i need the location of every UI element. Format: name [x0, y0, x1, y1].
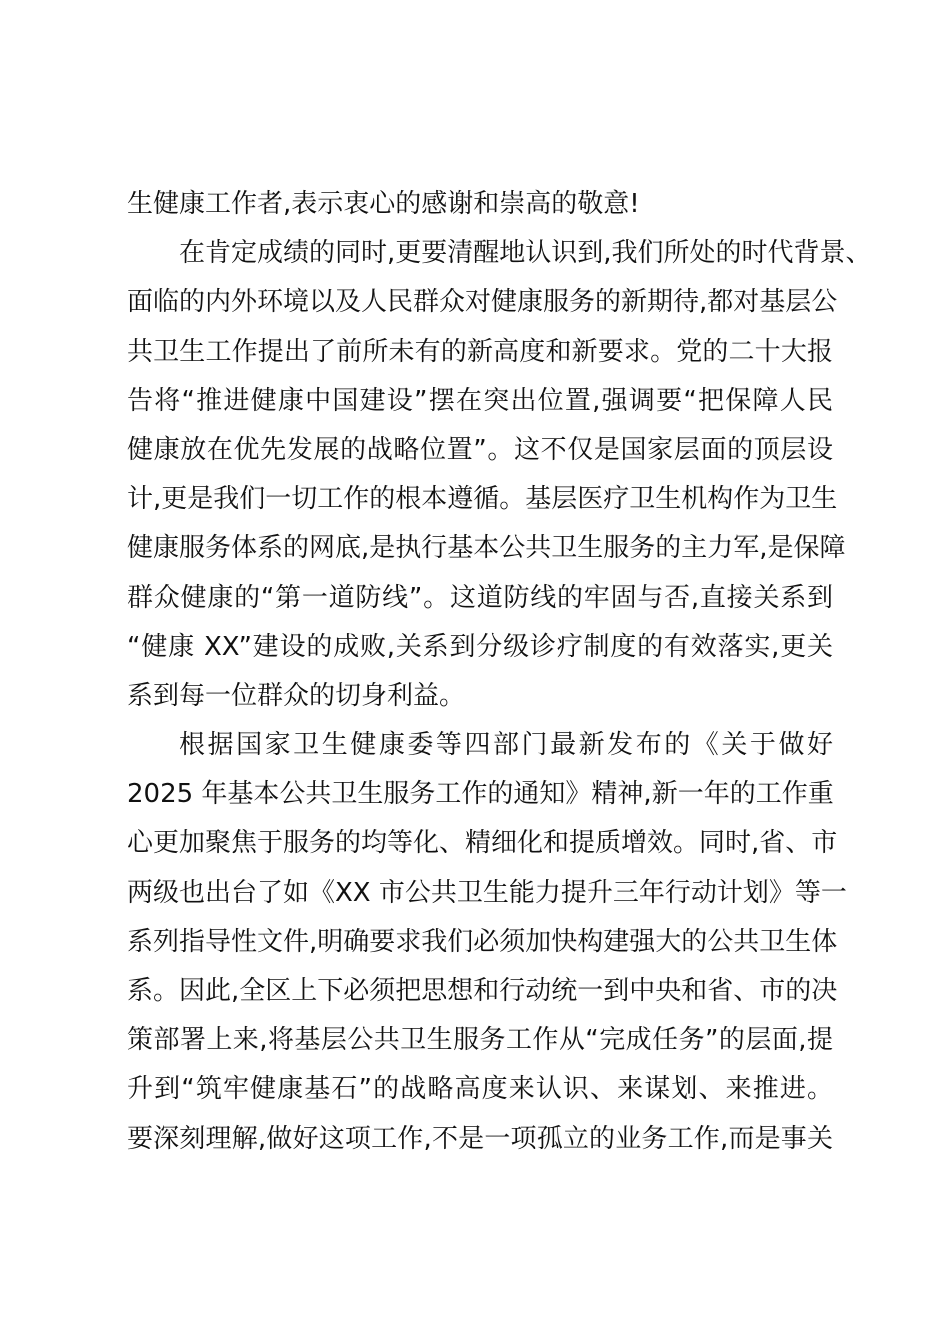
text-line: 共卫生工作提出了前所未有的新高度和新要求。党的二十大报 [127, 336, 833, 367]
text-line: 2025 年基本公共卫生服务工作的通知》精神,新一年的工作重 [127, 779, 834, 810]
text-line: 升到“筑牢健康基石”的战略高度来认识、来谋划、来推进。 [127, 1074, 833, 1105]
text-line: 两级也出台了如《XX 市公共卫生能力提升三年行动计划》等一 [127, 877, 847, 908]
text-line: 健康放在优先发展的战略位置”。这不仅是国家层面的顶层设 [127, 434, 833, 465]
text-line: 心更加聚焦于服务的均等化、精细化和提质增效。同时,省、市 [127, 828, 838, 859]
text-line: 计,更是我们一切工作的根本遵循。基层医疗卫生机构作为卫生 [127, 484, 838, 515]
text-line: 告将“推进健康中国建设”摆在突出位置,强调要“把保障人民 [127, 385, 833, 416]
text-line: 群众健康的“第一道防线”。这道防线的牢固与否,直接关系到 [127, 582, 833, 613]
text-line: 系。因此,全区上下必须把思想和行动统一到中央和省、市的决 [127, 976, 838, 1006]
text-line: 根据国家卫生健康委等四部门最新发布的《关于做好 [179, 730, 833, 761]
text-line: 在肯定成绩的同时,更要清醒地认识到,我们所处的时代背景、 [179, 238, 872, 269]
text-line: 系到每一位群众的切身利益。 [127, 680, 466, 711]
text-line: 健康服务体系的网底,是执行基本公共卫生服务的主力军,是保障 [127, 533, 846, 564]
text-line: 系列指导性文件,明确要求我们必须加快构建强大的公共卫生体 [127, 926, 838, 957]
text-line: 要深刻理解,做好这项工作,不是一项孤立的业务工作,而是事关 [127, 1123, 833, 1154]
text-line: 策部署上来,将基层公共卫生服务工作从“完成任务”的层面,提 [127, 1025, 833, 1056]
text-line: “健康 XX”建设的成败,关系到分级诊疗制度的有效落实,更关 [127, 631, 833, 662]
text-line: 面临的内外环境以及人民群众对健康服务的新期待,都对基层公 [127, 287, 838, 318]
text-line: 生健康工作者,表示衷心的感谢和崇高的敬意! [127, 189, 640, 219]
body-text [127, 180, 872, 1164]
